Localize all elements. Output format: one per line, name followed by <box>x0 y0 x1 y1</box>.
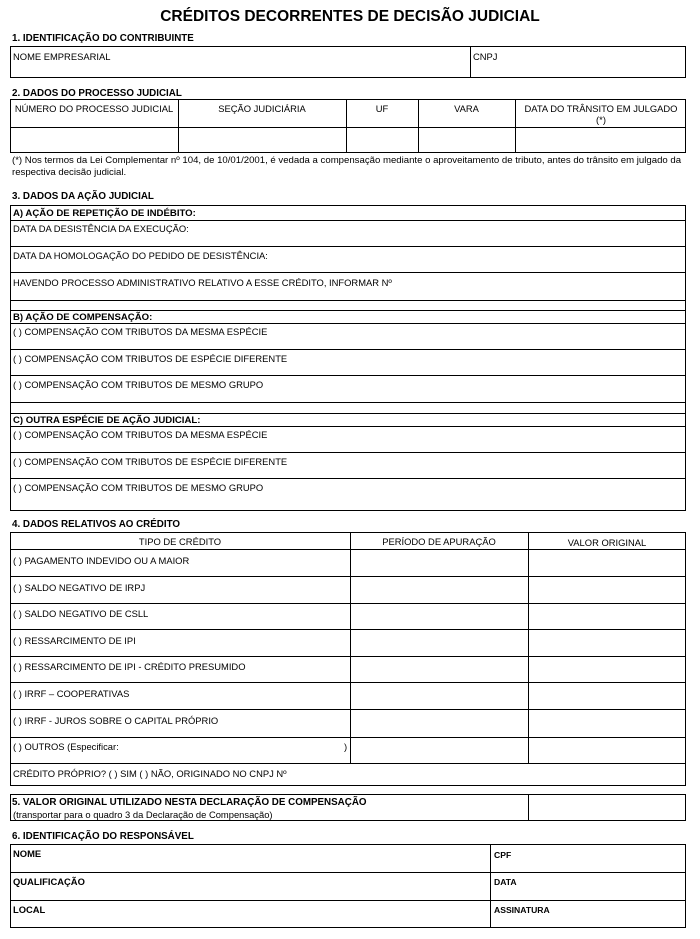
s3c-title: C) OUTRA ESPÉCIE DE AÇÃO JUDICIAL: <box>13 415 201 426</box>
s3b-option-mesma-especie[interactable]: ( ) COMPENSAÇÃO COM TRIBUTOS DA MESMA ESPÉCIE <box>13 326 268 337</box>
qualificacao-field[interactable]: QUALIFICAÇÃO <box>13 876 85 887</box>
s3-line <box>10 413 686 414</box>
s3-line <box>10 246 686 247</box>
credito-ipi-presumido[interactable]: ( ) RESSARCIMENTO DE IPI - CRÉDITO PRESUMIDO <box>13 661 246 672</box>
col-numero-processo: NÚMERO DO PROCESSO JUDICIAL <box>14 103 174 114</box>
s3-line <box>10 323 686 324</box>
assinatura-field[interactable]: ASSINATURA <box>494 905 550 915</box>
s3-line <box>10 349 686 350</box>
section-6-heading: 6. IDENTIFICAÇÃO DO RESPONSÁVEL <box>12 831 194 842</box>
s6-line <box>10 900 686 901</box>
processo-administrativo-field[interactable]: HAVENDO PROCESSO ADMINISTRATIVO RELATIVO A ESSE CRÉDITO, INFORMAR Nº <box>13 277 392 288</box>
s3c-option-especie-diferente[interactable]: ( ) COMPENSAÇÃO COM TRIBUTOS DE ESPÉCIE DIFERENTE <box>13 456 288 467</box>
s4-line <box>10 709 686 710</box>
credito-saldo-irpj[interactable]: ( ) SALDO NEGATIVO DE IRPJ <box>13 582 146 593</box>
s3-line <box>10 220 686 221</box>
s4-line <box>10 737 686 738</box>
col-data-transito: DATA DO TRÂNSITO EM JULGADO (*) <box>524 103 678 125</box>
credito-irrf-cooperativas[interactable]: ( ) IRRF – COOPERATIVAS <box>13 688 130 699</box>
cnpj-field[interactable]: CNPJ <box>473 51 498 62</box>
s3b-option-mesmo-grupo[interactable]: ( ) COMPENSAÇÃO COM TRIBUTOS DE MESMO GRUPO <box>13 379 264 390</box>
s1-divider <box>470 46 471 78</box>
col-valor-original: VALOR ORIGINAL <box>567 537 647 548</box>
credito-saldo-csll[interactable]: ( ) SALDO NEGATIVO DE CSLL <box>13 608 149 619</box>
s4-line <box>10 763 686 764</box>
valor-original-utilizado-field[interactable] <box>530 796 684 819</box>
s2-header-line <box>10 127 686 128</box>
s3-line <box>10 402 686 403</box>
s5-divider <box>528 794 529 821</box>
s4-line <box>10 549 686 550</box>
credito-proprio-question[interactable]: CRÉDITO PRÓPRIO? ( ) SIM ( ) NÃO, ORIGINADO NO CNPJ Nº <box>13 768 287 779</box>
nome-empresarial-field[interactable]: NOME EMPRESARIAL <box>13 51 111 62</box>
s4-line <box>10 656 686 657</box>
s6-box <box>10 844 686 928</box>
s6-divider <box>490 844 491 928</box>
form-title: CRÉDITOS DECORRENTES DE DECISÃO JUDICIAL <box>160 8 540 25</box>
outros-close-paren: ) <box>344 741 348 752</box>
s4-col-line <box>350 532 351 764</box>
s4-line <box>10 603 686 604</box>
local-field[interactable]: LOCAL <box>13 904 46 915</box>
section-3-heading: 3. DADOS DA AÇÃO JUDICIAL <box>12 191 154 202</box>
s3-line <box>10 272 686 273</box>
data-field[interactable]: DATA <box>494 877 517 887</box>
col-uf: UF <box>375 103 389 114</box>
s2-col-line <box>515 99 516 153</box>
col-periodo-apuracao: PERÍODO DE APURAÇÃO <box>382 536 496 547</box>
s3c-option-mesma-especie[interactable]: ( ) COMPENSAÇÃO COM TRIBUTOS DA MESMA ESPÉCIE <box>13 429 268 440</box>
col-secao-judiciaria: SEÇÃO JUDICIÁRIA <box>218 103 306 114</box>
s3b-option-especie-diferente[interactable]: ( ) COMPENSAÇÃO COM TRIBUTOS DE ESPÉCIE DIFERENTE <box>13 353 288 364</box>
s3c-option-mesmo-grupo[interactable]: ( ) COMPENSAÇÃO COM TRIBUTOS DE MESMO GRUPO <box>13 482 264 493</box>
credito-ressarcimento-ipi[interactable]: ( ) RESSARCIMENTO DE IPI <box>13 635 136 646</box>
section-5-subtext: (transportar para o quadro 3 da Declaração de Compensação) <box>13 809 273 820</box>
section-4-heading: 4. DADOS RELATIVOS AO CRÉDITO <box>12 519 181 530</box>
section-1-heading: 1. IDENTIFICAÇÃO DO CONTRIBUINTE <box>12 33 194 44</box>
s3-line <box>10 452 686 453</box>
nome-field[interactable]: NOME <box>13 848 42 859</box>
section-2-heading: 2. DADOS DO PROCESSO JUDICIAL <box>12 88 182 99</box>
s3-line <box>10 426 686 427</box>
s4-line <box>10 576 686 577</box>
s3a-title: A) AÇÃO DE REPETIÇÃO DE INDÉBITO: <box>13 208 196 219</box>
s3-line <box>10 478 686 479</box>
s4-line <box>10 682 686 683</box>
section-5-heading: 5. VALOR ORIGINAL UTILIZADO NESTA DECLARAÇÃO DE COMPENSAÇÃO <box>12 797 367 808</box>
col-vara: VARA <box>454 103 479 114</box>
s3-line <box>10 300 686 301</box>
col-tipo-credito: TIPO DE CRÉDITO <box>138 536 222 547</box>
s3b-title: B) AÇÃO DE COMPENSAÇÃO: <box>13 312 153 323</box>
data-desistencia-field[interactable]: DATA DA DESISTÊNCIA DA EXECUÇÃO: <box>13 223 189 234</box>
s3-line <box>10 310 686 311</box>
data-homologacao-field[interactable]: DATA DA HOMOLOGAÇÃO DO PEDIDO DE DESISTÊNCIA: <box>13 250 268 261</box>
s2-footnote: (*) Nos termos da Lei Complementar nº 104, de 10/01/2001, é vedada a compensação mediante o aproveitamento de tributo, antes do trânsito em julgado da respectiva decisão judicial. <box>12 155 682 178</box>
s4-line <box>10 629 686 630</box>
s6-line <box>10 872 686 873</box>
cpf-field[interactable]: CPF <box>494 850 512 860</box>
s4-col-line <box>528 532 529 764</box>
credito-outros[interactable]: ( ) OUTROS (Especificar: <box>13 741 119 752</box>
credito-pagamento-indevido[interactable]: ( ) PAGAMENTO INDEVIDO OU A MAIOR <box>13 555 190 566</box>
s3-line <box>10 375 686 376</box>
credito-irrf-juros[interactable]: ( ) IRRF - JUROS SOBRE O CAPITAL PRÓPRIO <box>13 715 219 726</box>
s1-box <box>10 46 686 78</box>
